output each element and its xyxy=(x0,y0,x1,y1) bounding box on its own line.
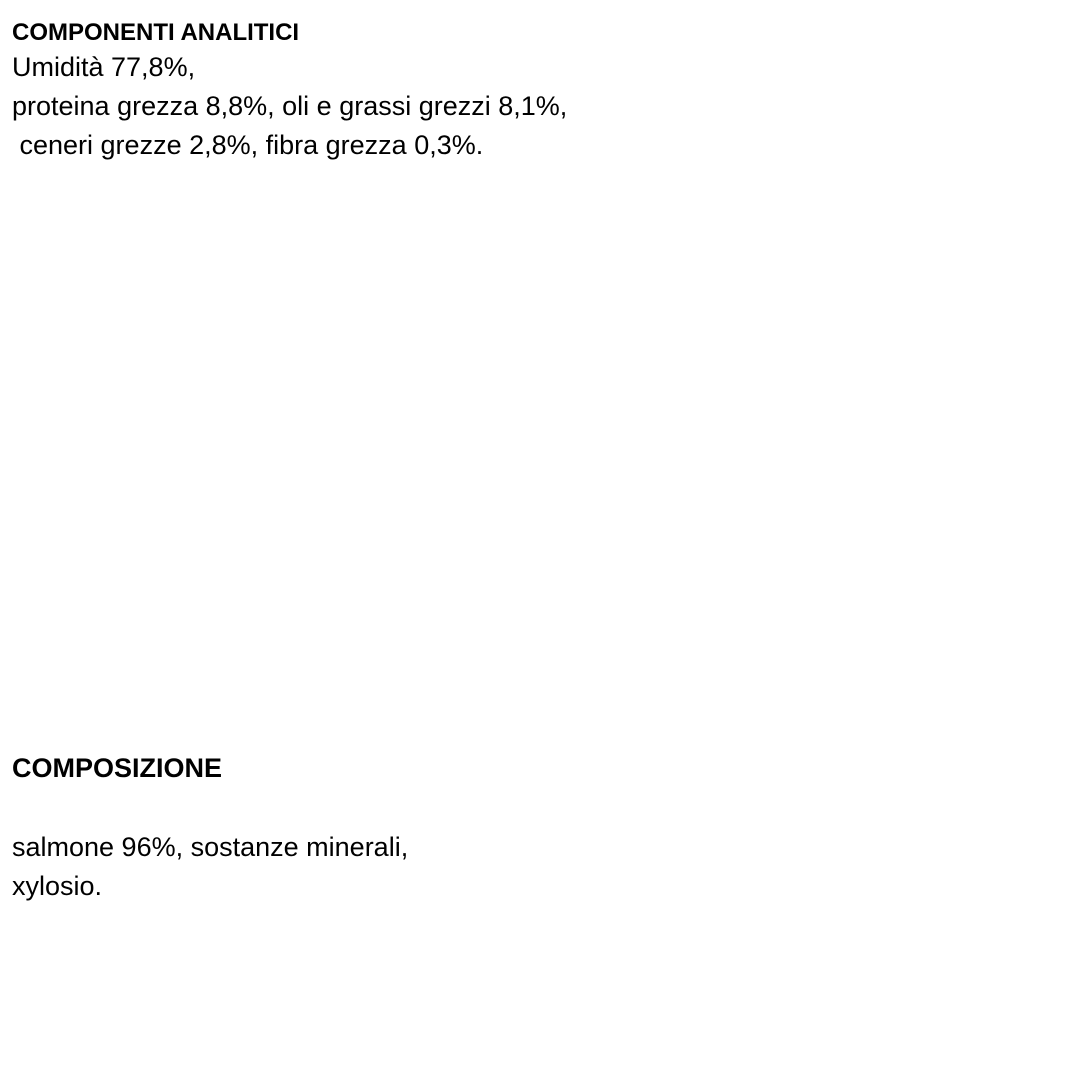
protein-fat-line: proteina grezza 8,8%, oli e grassi grezzi 8,1%, xyxy=(12,91,568,121)
ingredients-line: salmone 96%, sostanze minerali, xyxy=(12,832,409,862)
analytic-components-heading: COMPONENTI ANALITICI xyxy=(12,19,300,46)
composition-heading: COMPOSIZIONE xyxy=(12,753,223,783)
composition-section xyxy=(12,752,1062,906)
analytic-components-section xyxy=(12,18,1062,165)
ingredients-line: xylosio. xyxy=(12,871,103,901)
moisture-line: Umidità 77,8%, xyxy=(12,52,196,82)
ash-fiber-line: ceneri grezze 2,8%, fibra grezza 0,3%. xyxy=(12,130,484,160)
composition-ingredients xyxy=(12,828,1062,906)
